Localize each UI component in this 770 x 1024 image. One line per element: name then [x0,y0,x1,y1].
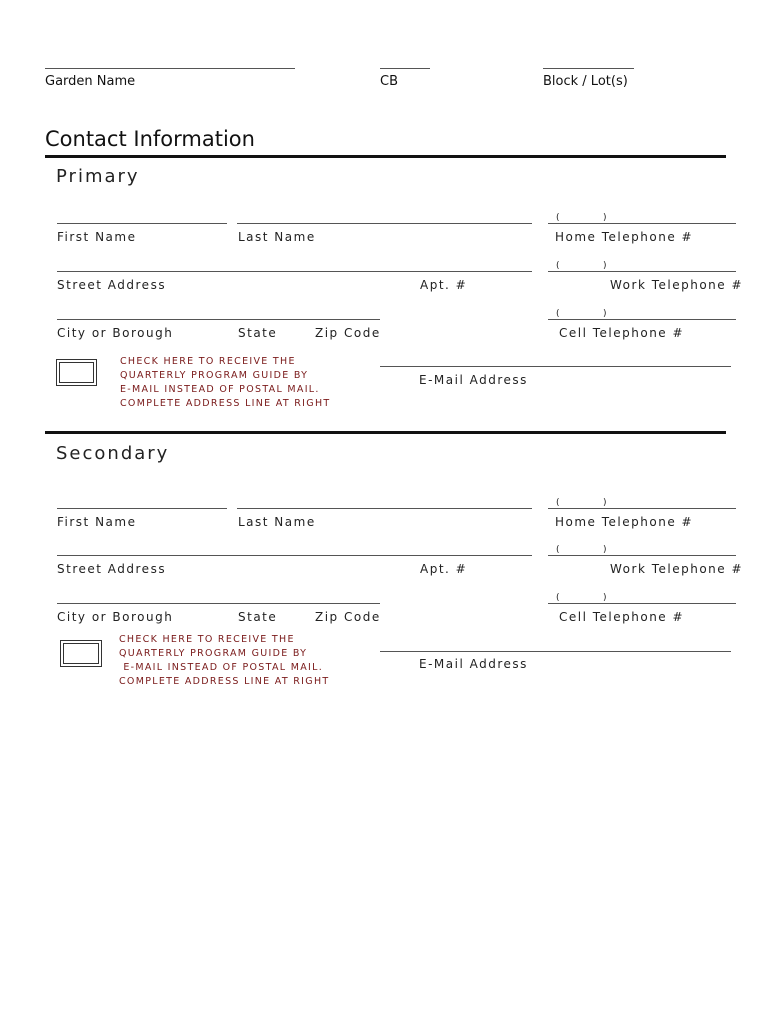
secondary-checkbox-inner [63,643,99,664]
primary-state-label: State [238,326,278,340]
secondary-note-line-2: QUARTERLY PROGRAM GUIDE BY [119,648,308,659]
cb-line[interactable] [380,68,430,69]
contact-information-rule [45,155,726,158]
primary-home-phone-line[interactable] [548,223,736,224]
primary-city-line[interactable] [57,319,380,320]
primary-email-label: E-Mail Address [419,373,528,387]
secondary-first-name-line[interactable] [57,508,227,509]
secondary-cell-paren-open: ( [556,593,560,603]
secondary-email-guide-note [119,633,330,689]
primary-secondary-divider [45,431,726,434]
secondary-street-label: Street Address [57,562,167,576]
secondary-title: Secondary [56,443,170,464]
primary-email-guide-note [120,355,331,411]
contact-information-title: Contact Information [45,127,255,151]
primary-work-phone-label: Work Telephone # [610,278,744,292]
secondary-last-name-label: Last Name [238,515,316,529]
secondary-state-label: State [238,610,278,624]
secondary-zip-label: Zip Code [315,610,381,624]
primary-cell-paren-close: ) [603,309,607,319]
secondary-home-paren-close: ) [603,498,607,508]
secondary-city-line[interactable] [57,603,380,604]
primary-email-guide-checkbox[interactable] [56,359,97,386]
secondary-home-paren-open: ( [556,498,560,508]
primary-cell-phone-label: Cell Telephone # [559,326,685,340]
secondary-street-line[interactable] [57,555,532,556]
garden-name-label: Garden Name [45,74,136,89]
secondary-work-phone-line[interactable] [548,555,736,556]
primary-apt-label: Apt. # [420,278,468,292]
secondary-cell-paren-close: ) [603,593,607,603]
primary-note-line-3: E-MAIL INSTEAD OF POSTAL MAIL. [120,384,320,395]
primary-note-line-2: QUARTERLY PROGRAM GUIDE BY [120,370,309,381]
secondary-apt-label: Apt. # [420,562,468,576]
secondary-first-name-label: First Name [57,515,137,529]
primary-first-name-line[interactable] [57,223,227,224]
secondary-work-paren-open: ( [556,545,560,555]
primary-home-paren-open: ( [556,213,560,223]
primary-home-phone-label: Home Telephone # [555,230,694,244]
primary-cell-phone-line[interactable] [548,319,736,320]
primary-street-line[interactable] [57,271,532,272]
secondary-cell-phone-label: Cell Telephone # [559,610,685,624]
primary-last-name-line[interactable] [237,223,532,224]
primary-note-line-4: COMPLETE ADDRESS LINE AT RIGHT [120,398,331,409]
secondary-cell-phone-line[interactable] [548,603,736,604]
secondary-email-line[interactable] [380,651,731,652]
primary-last-name-label: Last Name [238,230,316,244]
primary-work-phone-line[interactable] [548,271,736,272]
primary-cell-paren-open: ( [556,309,560,319]
primary-work-paren-close: ) [603,261,607,271]
primary-city-label: City or Borough [57,326,174,340]
secondary-email-guide-checkbox[interactable] [60,640,102,667]
primary-note-line-1: CHECK HERE TO RECEIVE THE [120,356,296,367]
block-lot-label: Block / Lot(s) [543,74,628,89]
secondary-note-line-3: E-MAIL INSTEAD OF POSTAL MAIL. [119,662,324,673]
primary-home-paren-close: ) [603,213,607,223]
secondary-home-phone-label: Home Telephone # [555,515,694,529]
secondary-note-line-1: CHECK HERE TO RECEIVE THE [119,634,295,645]
secondary-email-label: E-Mail Address [419,657,528,671]
primary-first-name-label: First Name [57,230,137,244]
secondary-note-line-4: COMPLETE ADDRESS LINE AT RIGHT [119,676,330,687]
primary-zip-label: Zip Code [315,326,381,340]
garden-name-line[interactable] [45,68,295,69]
block-lot-line[interactable] [543,68,634,69]
cb-label: CB [380,74,398,89]
primary-email-line[interactable] [380,366,731,367]
secondary-last-name-line[interactable] [237,508,532,509]
secondary-home-phone-line[interactable] [548,508,736,509]
secondary-work-phone-label: Work Telephone # [610,562,744,576]
secondary-city-label: City or Borough [57,610,174,624]
primary-street-label: Street Address [57,278,167,292]
primary-title: Primary [56,166,140,187]
secondary-work-paren-close: ) [603,545,607,555]
primary-work-paren-open: ( [556,261,560,271]
primary-checkbox-inner [59,362,94,383]
